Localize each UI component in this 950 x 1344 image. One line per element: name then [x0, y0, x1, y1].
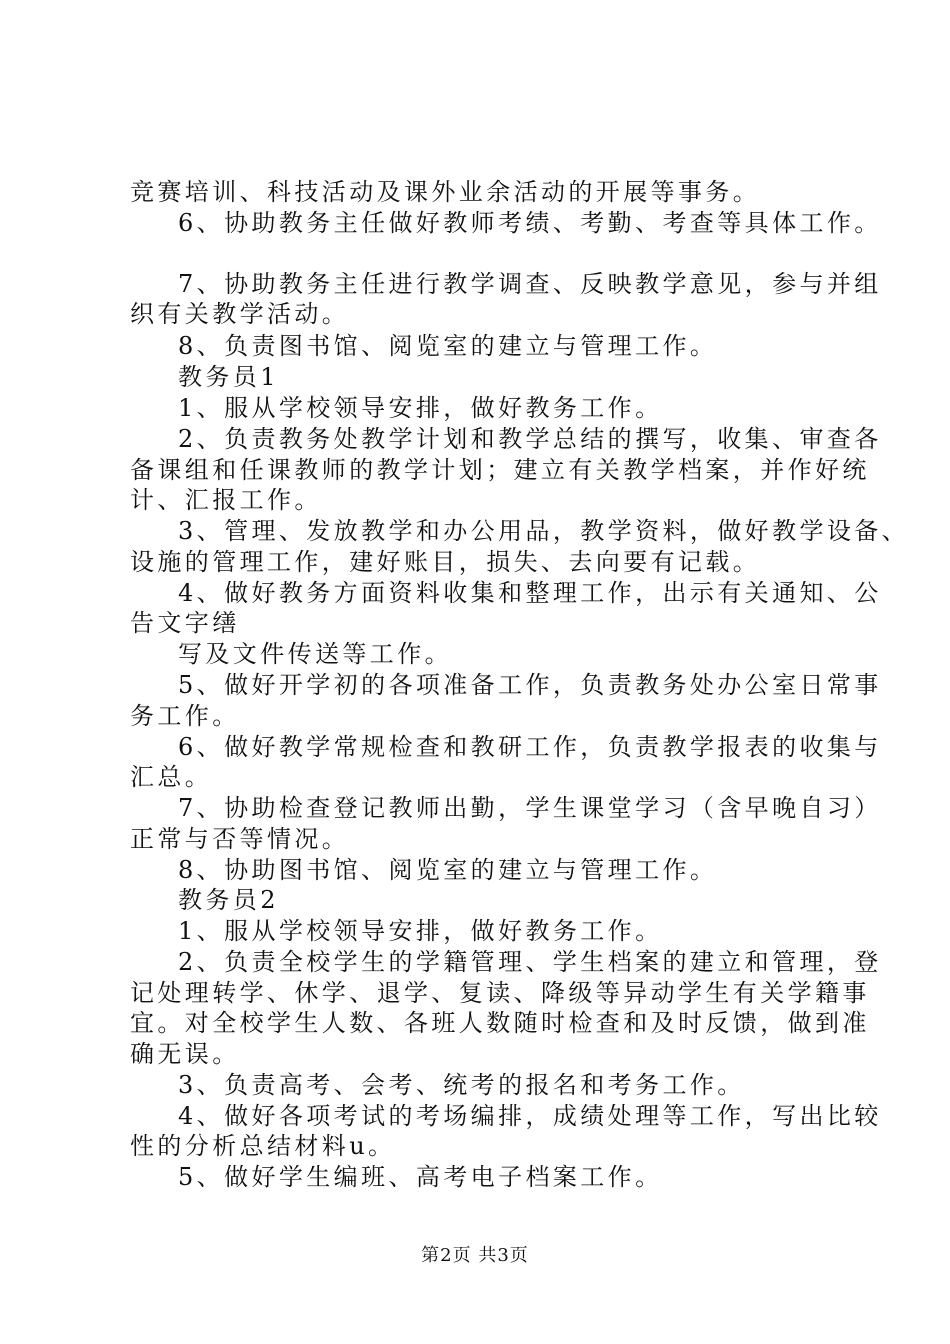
- text-line: 备课组和任课教师的教学计划；建立有关教学档案，并作好统: [130, 456, 870, 484]
- text-line: 正常与否等情况。: [130, 825, 350, 853]
- text-line: 7、协助教务主任进行教学调查、反映教学意见，参与并组: [178, 270, 882, 298]
- page-footer: 第2页 共3页: [421, 1245, 529, 1266]
- text-line: 告文字缮: [130, 609, 240, 637]
- text-line: 宜。对全校学生人数、各班人数随时检查和及时反馈，做到准: [130, 1009, 870, 1037]
- section-heading: 教务员2: [178, 886, 279, 914]
- text-line: 计、汇报工作。: [130, 486, 322, 514]
- text-line: 3、负责高考、会考、统考的报名和考务工作。: [178, 1071, 745, 1099]
- text-line: 2、负责教务处教学计划和教学总结的撰写，收集、审查各: [178, 425, 882, 453]
- text-line: 记处理转学、休学、退学、复读、降级等异动学生有关学籍事: [130, 979, 870, 1007]
- text-line: 4、做好各项考试的考场编排，成绩处理等工作，写出比较: [178, 1102, 882, 1130]
- text-line: 5、做好开学初的各项准备工作，负责教务处办公室日常事: [178, 671, 882, 699]
- text-line: 1、服从学校领导安排，做好教务工作。: [178, 917, 663, 945]
- text-line: 确无误。: [130, 1040, 240, 1068]
- text-line: 2、负责全校学生的学籍管理、学生档案的建立和管理，登: [178, 948, 882, 976]
- text-line: 7、协助检查登记教师出勤，学生课堂学习（含早晚自习）: [178, 794, 882, 822]
- text-line: 1、服从学校领导安排，做好教务工作。: [178, 394, 663, 422]
- text-line: 3、管理、发放教学和办公用品，教学资料，做好教学设备、: [178, 517, 910, 545]
- section-heading: 教务员1: [178, 363, 279, 391]
- text-line: 8、负责图书馆、阅览室的建立与管理工作。: [178, 332, 718, 360]
- text-line: 4、做好教务方面资料收集和整理工作，出示有关通知、公: [178, 579, 882, 607]
- text-line: 织有关教学活动。: [130, 300, 350, 328]
- text-line: 性的分析总结材料u。: [130, 1132, 396, 1160]
- text-line: 设施的管理工作，建好账目，损失、去向要有记载。: [130, 548, 761, 576]
- text-line: 6、做好教学常规检查和教研工作，负责教学报表的收集与: [178, 733, 882, 761]
- text-line: 写及文件传送等工作。: [178, 640, 452, 668]
- text-line: 竞赛培训、科技活动及课外业余活动的开展等事务。: [130, 178, 761, 206]
- text-line: 5、做好学生编班、高考电子档案工作。: [178, 1163, 663, 1191]
- text-line: 6、协助教务主任做好教师考绩、考勤、考查等具体工作。: [178, 209, 882, 237]
- text-line: 8、协助图书馆、阅览室的建立与管理工作。: [178, 856, 718, 884]
- text-line: 务工作。: [130, 702, 240, 730]
- text-line: 汇总。: [130, 763, 213, 791]
